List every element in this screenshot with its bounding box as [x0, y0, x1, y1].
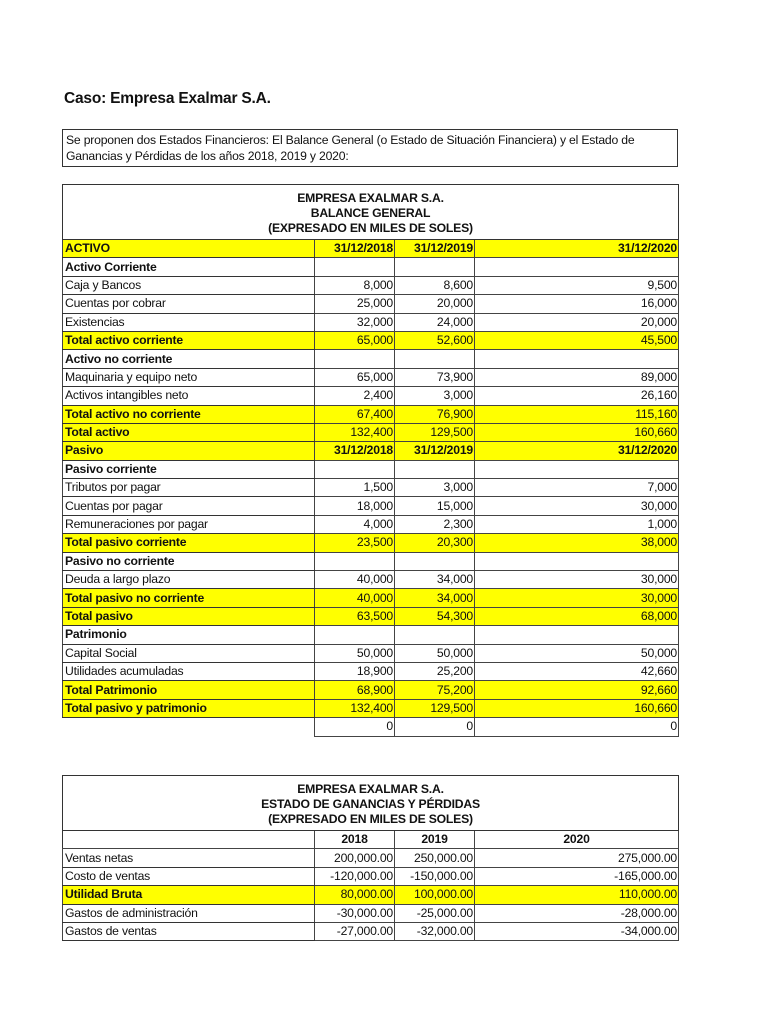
- table-row: [63, 313, 679, 331]
- cell-value: 129,500: [395, 699, 475, 717]
- table-row: [63, 387, 679, 405]
- table-row: [63, 571, 679, 589]
- row-label: Gastos de administración: [63, 904, 315, 922]
- table-row: [63, 718, 679, 736]
- table-row: [63, 867, 679, 885]
- cell-value: 65,000: [315, 331, 395, 349]
- row-label: Total pasivo: [63, 607, 315, 625]
- cell-value: 31/12/2020: [475, 442, 679, 460]
- cell-value: 92,660: [475, 681, 679, 699]
- cell-value: 40,000: [315, 589, 395, 607]
- row-label: Pasivo no corriente: [63, 552, 315, 570]
- cell-value: 31/12/2019: [395, 240, 475, 258]
- row-label: Costo de ventas: [63, 867, 315, 885]
- cell-value: 1,500: [315, 479, 395, 497]
- cell-value: 7,000: [475, 479, 679, 497]
- table-row: [63, 460, 679, 478]
- cell-value: 25,200: [395, 662, 475, 680]
- cell-value: 75,200: [395, 681, 475, 699]
- cell-value: 25,000: [315, 295, 395, 313]
- table-row: [63, 849, 679, 867]
- table-row: [63, 644, 679, 662]
- cell-value: [315, 626, 395, 644]
- row-label: Total activo corriente: [63, 331, 315, 349]
- row-label: Capital Social: [63, 644, 315, 662]
- cell-value: 160,660: [475, 699, 679, 717]
- row-label: Pasivo: [63, 442, 315, 460]
- row-label: [63, 718, 315, 736]
- cell-value: [395, 460, 475, 478]
- cell-value: 160,660: [475, 423, 679, 441]
- cell-value: 50,000: [395, 644, 475, 662]
- cell-value: 0: [475, 718, 679, 736]
- table-row: [63, 904, 679, 922]
- row-label: Tributos por pagar: [63, 479, 315, 497]
- cell-value: 31/12/2018: [315, 240, 395, 258]
- cell-value: 20,300: [395, 534, 475, 552]
- cell-value: 275,000.00: [475, 849, 679, 867]
- company-name: EMPRESA EXALMAR S.A.: [297, 191, 444, 205]
- cell-value: 42,660: [475, 662, 679, 680]
- cell-value: 0: [395, 718, 475, 736]
- cell-value: 2,300: [395, 515, 475, 533]
- cell-value: -28,000.00: [475, 904, 679, 922]
- cell-value: 31/12/2020: [475, 240, 679, 258]
- table-row: [63, 922, 679, 940]
- table-row: [63, 240, 679, 258]
- case-title: Caso: Empresa Exalmar S.A.: [64, 90, 271, 107]
- cell-value: -30,000.00: [315, 904, 395, 922]
- statement-title: BALANCE GENERAL: [310, 206, 431, 220]
- cell-value: 68,000: [475, 607, 679, 625]
- cell-value: 73,900: [395, 368, 475, 386]
- row-label: Total pasivo corriente: [63, 534, 315, 552]
- table-row: [63, 258, 679, 276]
- cell-value: 4,000: [315, 515, 395, 533]
- cell-value: 31/12/2019: [395, 442, 475, 460]
- row-label: Deuda a largo plazo: [63, 571, 315, 589]
- table-row: [63, 479, 679, 497]
- cell-value: [475, 258, 679, 276]
- cell-value: [315, 258, 395, 276]
- cell-value: 89,000: [475, 368, 679, 386]
- row-label: Caja y Bancos: [63, 276, 315, 294]
- row-label: Ventas netas: [63, 849, 315, 867]
- cell-value: 68,900: [315, 681, 395, 699]
- cell-value: 16,000: [475, 295, 679, 313]
- cell-value: -32,000.00: [395, 922, 475, 940]
- statement-title: ESTADO DE GANANCIAS Y PÉRDIDAS: [261, 797, 480, 811]
- table-row: [63, 295, 679, 313]
- row-label: Remuneraciones por pagar: [63, 515, 315, 533]
- cell-value: [475, 626, 679, 644]
- cell-value: 1,000: [475, 515, 679, 533]
- year-header: 2019: [395, 831, 475, 849]
- cell-value: [475, 460, 679, 478]
- row-label: Total Patrimonio: [63, 681, 315, 699]
- cell-value: 0: [315, 718, 395, 736]
- table-row: [63, 589, 679, 607]
- cell-value: 34,000: [395, 589, 475, 607]
- table-row: [63, 681, 679, 699]
- cell-value: 31/12/2018: [315, 442, 395, 460]
- income-statement-header: [63, 776, 679, 831]
- cell-value: 24,000: [395, 313, 475, 331]
- row-label: Existencias: [63, 313, 315, 331]
- cell-value: 30,000: [475, 571, 679, 589]
- cell-value: [395, 626, 475, 644]
- cell-value: 250,000.00: [395, 849, 475, 867]
- cell-value: 3,000: [395, 387, 475, 405]
- row-label: Total pasivo no corriente: [63, 589, 315, 607]
- cell-value: 2,400: [315, 387, 395, 405]
- table-row: [63, 331, 679, 349]
- table-row: [63, 534, 679, 552]
- cell-value: 18,000: [315, 497, 395, 515]
- cell-value: 26,160: [475, 387, 679, 405]
- cell-value: -120,000.00: [315, 867, 395, 885]
- cell-value: 9,500: [475, 276, 679, 294]
- row-label: Pasivo corriente: [63, 460, 315, 478]
- cell-value: 32,000: [315, 313, 395, 331]
- table-row: [63, 662, 679, 680]
- cell-value: 110,000.00: [475, 886, 679, 904]
- row-label: Total activo no corriente: [63, 405, 315, 423]
- cell-value: 30,000: [475, 589, 679, 607]
- currency-note: (EXPRESADO EN MILES DE SOLES): [268, 221, 473, 235]
- year-header-label: [63, 831, 315, 849]
- balance-sheet-header: [63, 185, 679, 240]
- cell-value: 115,160: [475, 405, 679, 423]
- cell-value: -34,000.00: [475, 922, 679, 940]
- cell-value: [395, 350, 475, 368]
- table-row: [63, 442, 679, 460]
- cell-value: 52,600: [395, 331, 475, 349]
- cell-value: 50,000: [315, 644, 395, 662]
- table-row: [63, 607, 679, 625]
- cell-value: -150,000.00: [395, 867, 475, 885]
- cell-value: -165,000.00: [475, 867, 679, 885]
- table-row: [63, 699, 679, 717]
- cell-value: 63,500: [315, 607, 395, 625]
- cell-value: [315, 460, 395, 478]
- table-row: [63, 886, 679, 904]
- table-row: [63, 368, 679, 386]
- table-row: [63, 423, 679, 441]
- intro-text: Se proponen dos Estados Financieros: El Balance General (o Estado de Situación Financiera) y el Estado de Ganancias y Pérdidas de los años 2018, 2019 y 2020:: [62, 129, 678, 167]
- cell-value: [475, 552, 679, 570]
- row-label: Activo no corriente: [63, 350, 315, 368]
- cell-value: 15,000: [395, 497, 475, 515]
- cell-value: 3,000: [395, 479, 475, 497]
- cell-value: 45,500: [475, 331, 679, 349]
- cell-value: 54,300: [395, 607, 475, 625]
- cell-value: [395, 258, 475, 276]
- balance-sheet-table: [62, 184, 679, 737]
- cell-value: 129,500: [395, 423, 475, 441]
- year-header: 2020: [475, 831, 679, 849]
- row-label: Gastos de ventas: [63, 922, 315, 940]
- row-label: Maquinaria y equipo neto: [63, 368, 315, 386]
- cell-value: 76,900: [395, 405, 475, 423]
- cell-value: [475, 350, 679, 368]
- cell-value: 30,000: [475, 497, 679, 515]
- row-label: Utilidades acumuladas: [63, 662, 315, 680]
- cell-value: [315, 552, 395, 570]
- cell-value: 65,000: [315, 368, 395, 386]
- cell-value: 50,000: [475, 644, 679, 662]
- cell-value: 8,600: [395, 276, 475, 294]
- currency-note: (EXPRESADO EN MILES DE SOLES): [268, 812, 473, 826]
- table-row: [63, 276, 679, 294]
- table-row: [63, 405, 679, 423]
- cell-value: 100,000.00: [395, 886, 475, 904]
- cell-value: 40,000: [315, 571, 395, 589]
- row-label: Activo Corriente: [63, 258, 315, 276]
- year-header-row: [63, 831, 679, 849]
- cell-value: 132,400: [315, 423, 395, 441]
- cell-value: 38,000: [475, 534, 679, 552]
- row-label: Utilidad Bruta: [63, 886, 315, 904]
- cell-value: 67,400: [315, 405, 395, 423]
- cell-value: 34,000: [395, 571, 475, 589]
- cell-value: 20,000: [395, 295, 475, 313]
- table-row: [63, 515, 679, 533]
- table-row: [63, 350, 679, 368]
- table-row: [63, 626, 679, 644]
- cell-value: [395, 552, 475, 570]
- row-label: Patrimonio: [63, 626, 315, 644]
- cell-value: 20,000: [475, 313, 679, 331]
- cell-value: -27,000.00: [315, 922, 395, 940]
- row-label: ACTIVO: [63, 240, 315, 258]
- row-label: Total pasivo y patrimonio: [63, 699, 315, 717]
- cell-value: 8,000: [315, 276, 395, 294]
- cell-value: 132,400: [315, 699, 395, 717]
- table-row: [63, 497, 679, 515]
- table-row: [63, 552, 679, 570]
- row-label: Activos intangibles neto: [63, 387, 315, 405]
- year-header: 2018: [315, 831, 395, 849]
- row-label: Cuentas por cobrar: [63, 295, 315, 313]
- income-statement-table: [62, 775, 679, 941]
- cell-value: 18,900: [315, 662, 395, 680]
- cell-value: 80,000.00: [315, 886, 395, 904]
- row-label: Total activo: [63, 423, 315, 441]
- cell-value: -25,000.00: [395, 904, 475, 922]
- cell-value: [315, 350, 395, 368]
- cell-value: 200,000.00: [315, 849, 395, 867]
- row-label: Cuentas por pagar: [63, 497, 315, 515]
- cell-value: 23,500: [315, 534, 395, 552]
- company-name: EMPRESA EXALMAR S.A.: [297, 782, 444, 796]
